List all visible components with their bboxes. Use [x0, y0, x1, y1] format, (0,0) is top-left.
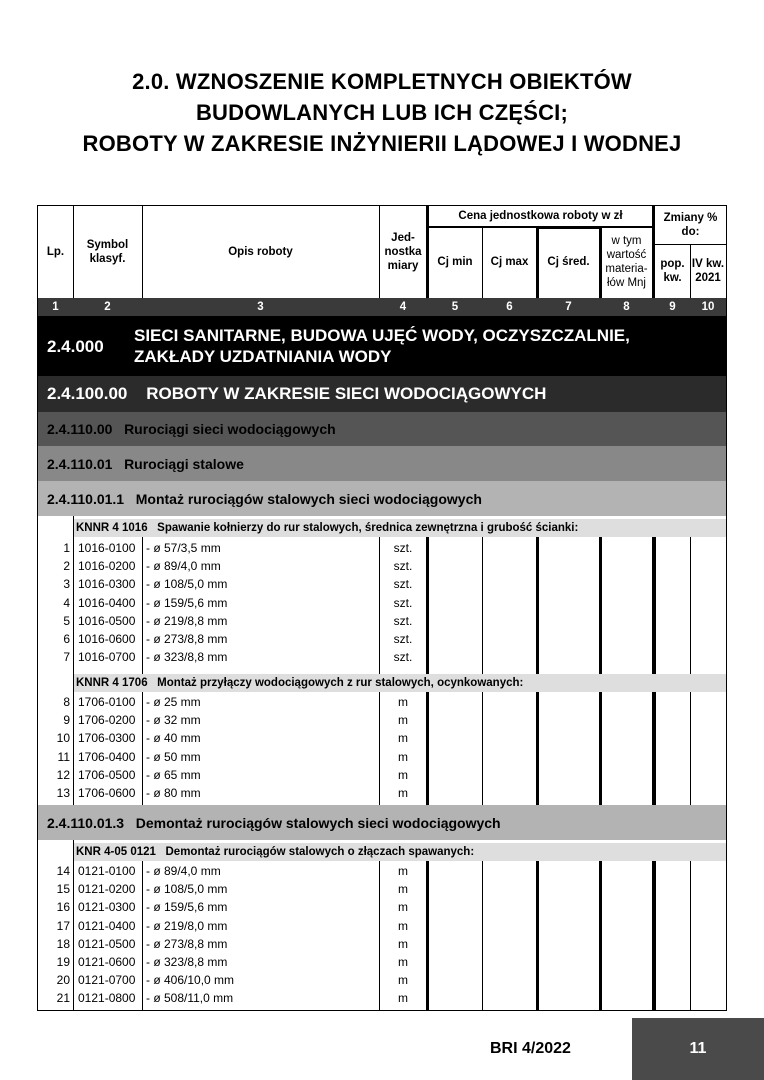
divider [426, 537, 429, 674]
row-symbol: 0121-0200 [78, 882, 136, 897]
row-lp: 14 [56, 864, 70, 878]
row-unit: m [398, 900, 408, 915]
divider [379, 861, 380, 1011]
row-unit: szt. [393, 595, 413, 610]
divider [652, 206, 655, 298]
row-lp: 11 [57, 749, 70, 764]
row-unit: szt. [393, 559, 413, 574]
divider [536, 537, 539, 674]
row-lp: 12 [56, 767, 70, 782]
row-opis: - ø 32 mm [146, 713, 201, 728]
col-num-6: 6 [506, 301, 513, 313]
row-unit: m [398, 713, 408, 728]
divider [482, 692, 483, 805]
table-header [38, 206, 726, 298]
divider [690, 861, 691, 1011]
divider [73, 537, 74, 674]
header-cena-group: Cena jednostkowa roboty w zł [458, 210, 623, 222]
header-cj-max: Cj max [490, 256, 529, 268]
divider [142, 861, 143, 1011]
row-symbol: 1016-0100 [78, 541, 136, 555]
divider [536, 861, 539, 1011]
col-num-8: 8 [623, 301, 630, 313]
section-2-4-100-00: 2.4.100.00 ROBOTY W ZAKRESIE SIECI WODOCIĄGOWYCH [38, 376, 726, 412]
row-opis: - ø 219/8,0 mm [146, 918, 228, 933]
row-unit: m [398, 991, 408, 1006]
divider [652, 861, 655, 1011]
title-line-1: 2.0. WZNOSZENIE KOMPLETNYCH OBIEKTÓW [132, 69, 632, 94]
divider [73, 861, 74, 1011]
row-unit: m [398, 731, 408, 746]
row-symbol: 1016-0400 [78, 595, 136, 610]
header-symbol [73, 206, 142, 298]
row-lp: 8 [63, 695, 70, 709]
row-unit: m [398, 936, 408, 951]
row-opis: - ø 159/5,6 mm [146, 900, 228, 915]
row-lp: 13 [56, 786, 70, 800]
section-title-line-1: SIECI SANITARNE, BUDOWA UJĘĆ WODY, OCZYSZCZALNIE, [134, 326, 630, 345]
row-unit: m [398, 918, 408, 933]
row-opis: - ø 323/8,8 mm [146, 650, 228, 665]
row-lp: 3 [63, 577, 70, 592]
section-2-4-110-01-3: 2.4.110.01.3 Demontaż rurociągów stalowych sieci wodociągowych [38, 805, 726, 840]
row-opis: - ø 57/3,5 mm [146, 541, 221, 555]
row-symbol: 1706-0600 [78, 786, 136, 800]
row-opis: - ø 25 mm [146, 695, 201, 709]
divider [599, 692, 602, 805]
divider [379, 692, 380, 805]
column-number-row [38, 298, 726, 316]
row-symbol: 1016-0300 [78, 577, 136, 592]
divider [482, 537, 483, 674]
header-pop-line-2: kw. [663, 272, 682, 284]
row-lp: 15 [56, 882, 70, 897]
col-num-7: 7 [565, 301, 572, 313]
row-unit: m [398, 767, 408, 782]
section-2-4-110-01: 2.4.110.01 Rurociągi stalowe [38, 446, 726, 481]
header-symbol-line-2: klasyf. [89, 253, 126, 265]
divider [655, 692, 656, 805]
row-lp: 17 [56, 918, 70, 933]
row-unit: m [398, 864, 408, 878]
row-unit: m [398, 695, 408, 709]
row-symbol: 0121-0700 [78, 973, 136, 988]
row-symbol: 0121-0800 [78, 991, 136, 1006]
row-opis: - ø 108/5,0 mm [146, 577, 228, 592]
row-symbol: 1706-0100 [78, 695, 136, 709]
row-unit: m [398, 749, 408, 764]
row-lp: 9 [63, 713, 70, 728]
header-cj-min: Cj min [437, 256, 473, 268]
divider [536, 226, 539, 298]
row-lp: 5 [63, 613, 70, 628]
row-lp: 7 [63, 650, 70, 665]
header-pop-line-1: pop. [660, 258, 685, 270]
row-opis: - ø 273/8,8 mm [146, 936, 228, 951]
row-symbol: 0121-0600 [78, 955, 136, 969]
row-opis: - ø 89/4,0 mm [146, 559, 221, 574]
divider [482, 861, 483, 1011]
row-symbol: 0121-0300 [78, 900, 136, 915]
row-lp: 16 [56, 900, 70, 915]
row-lp: 21 [56, 991, 70, 1006]
col-num-1: 1 [52, 301, 59, 313]
row-unit: szt. [393, 613, 413, 628]
row-symbol: 1016-0200 [78, 559, 136, 574]
divider [426, 692, 429, 805]
row-unit: m [398, 973, 408, 988]
section-2-4-000 [38, 316, 726, 376]
section-code: 2.4.000 [47, 336, 104, 356]
row-symbol: 1706-0500 [78, 767, 136, 782]
divider [599, 537, 602, 674]
divider [73, 692, 74, 805]
divider [652, 537, 655, 674]
catalog-subheader-knr-4-05-0121: KNR 4-05 0121 Demontaż rurociągów stalowych o złączach spawanych: [73, 843, 726, 861]
row-opis: - ø 65 mm [146, 767, 201, 782]
row-unit: m [398, 955, 408, 969]
row-symbol: 0121-0100 [78, 864, 136, 878]
divider [426, 206, 429, 298]
row-opis: - ø 273/8,8 mm [146, 632, 228, 646]
row-lp: 1 [63, 541, 70, 555]
divider [73, 516, 74, 537]
row-symbol: 1706-0300 [78, 731, 136, 746]
header-zmiany: Zmiany % do: [663, 212, 718, 238]
divider [652, 692, 655, 805]
divider [655, 244, 726, 245]
row-symbol: 1706-0200 [78, 713, 136, 728]
col-num-10: 10 [701, 301, 715, 313]
row-lp: 6 [63, 632, 70, 646]
divider [73, 674, 74, 692]
header-jm-line-3: miary [387, 260, 419, 272]
section-2-4-110-00: 2.4.110.00 Rurociągi sieci wodociągowych [38, 412, 726, 446]
header-jm [379, 206, 427, 298]
row-unit: szt. [393, 650, 413, 665]
title-line-3: ROBOTY W ZAKRESIE INŻYNIERII LĄDOWEJ I WODNEJ [82, 131, 682, 156]
row-lp: 10 [56, 731, 70, 746]
row-symbol: 1016-0700 [78, 650, 136, 665]
row-opis: - ø 80 mm [146, 786, 201, 800]
divider [690, 244, 691, 298]
divider [536, 692, 539, 805]
divider [655, 537, 656, 674]
divider [142, 537, 143, 674]
header-symbol-line-1: Symbol [86, 239, 129, 251]
section-2-4-110-01-1: 2.4.110.01.1 Montaż rurociągów stalowych sieci wodociągowych [38, 481, 726, 516]
row-opis: - ø 508/11,0 mm [146, 991, 234, 1006]
row-symbol: 0121-0400 [78, 918, 136, 933]
section-title-line-2: ZAKŁADY UZDATNIANIA WODY [134, 347, 392, 366]
row-lp: 4 [63, 595, 70, 610]
footer-issue: BRI 4/2022 [490, 1040, 571, 1057]
row-unit: szt. [393, 541, 413, 555]
title-line-2: BUDOWLANYCH LUB ICH CZĘŚCI; [195, 100, 569, 125]
col-num-5: 5 [451, 301, 459, 313]
row-opis: - ø 89/4,0 mm [146, 864, 221, 878]
divider [73, 206, 74, 298]
row-unit: szt. [393, 577, 413, 592]
col-num-2: 2 [104, 301, 111, 313]
header-wtym-line-3: materia- [605, 263, 648, 275]
catalog-subheader-knnr-4-1016: KNNR 4 1016 Spawanie kołnierzy do rur stalowych, średnica zewnętrzna i grubość ścianki: [73, 519, 726, 537]
row-opis: - ø 406/10,0 mm [146, 973, 235, 988]
page-number: 11 [689, 1040, 707, 1057]
row-symbol: 0121-0500 [78, 936, 136, 951]
row-unit: szt. [393, 632, 413, 646]
row-lp: 18 [56, 936, 70, 951]
row-opis: - ø 40 mm [146, 731, 201, 746]
row-symbol: 1016-0500 [78, 613, 136, 628]
header-wtym-line-1: w tym [611, 235, 642, 247]
divider [142, 692, 143, 805]
row-opis: - ø 219/8,8 mm [146, 613, 228, 628]
header-wtym [600, 226, 653, 298]
divider [690, 537, 691, 674]
header-opis: Opis roboty [228, 246, 293, 258]
divider [379, 206, 380, 298]
col-num-4: 4 [399, 301, 407, 313]
row-unit: m [398, 786, 408, 800]
header-lp: Lp. [46, 246, 65, 258]
divider [379, 537, 380, 674]
header-iv [690, 244, 726, 298]
col-num-3: 3 [257, 301, 264, 313]
header-wtym-line-2: wartość [606, 249, 647, 261]
row-lp: 20 [56, 973, 70, 988]
header-jm-line-2: nostka [384, 246, 422, 258]
divider [690, 692, 691, 805]
catalog-subheader-knnr-4-1706: KNNR 4 1706 Montaż przyłączy wodociągowych z rur stalowych, ocynkowanych: [73, 674, 726, 692]
row-opis: - ø 159/5,6 mm [146, 595, 228, 610]
row-symbol: 1706-0400 [78, 749, 136, 764]
divider [537, 226, 601, 229]
divider [482, 226, 483, 298]
header-iv-line-1: IV kw. [691, 258, 725, 270]
page-title [0, 66, 764, 159]
divider [599, 861, 602, 1011]
price-table [37, 205, 727, 1011]
header-jm-line-1: Jed- [391, 232, 415, 244]
divider [599, 226, 602, 298]
divider [655, 861, 656, 1011]
row-symbol: 1016-0600 [78, 632, 136, 646]
header-iv-line-2: 2021 [695, 272, 721, 284]
header-wtym-line-4: łów Mnj [607, 277, 646, 289]
divider [142, 206, 143, 298]
row-lp: 2 [63, 559, 70, 574]
divider [73, 840, 74, 861]
col-num-9: 9 [669, 301, 676, 313]
divider [426, 861, 429, 1011]
section-title [134, 325, 630, 367]
row-lp: 19 [56, 955, 70, 969]
header-cj-sred: Cj śred. [547, 256, 590, 268]
row-opis: - ø 108/5,0 mm [146, 882, 228, 897]
row-opis: - ø 50 mm [146, 749, 201, 764]
row-opis: - ø 323/8,8 mm [146, 955, 228, 969]
header-pop [655, 244, 690, 298]
row-unit: m [398, 882, 408, 897]
